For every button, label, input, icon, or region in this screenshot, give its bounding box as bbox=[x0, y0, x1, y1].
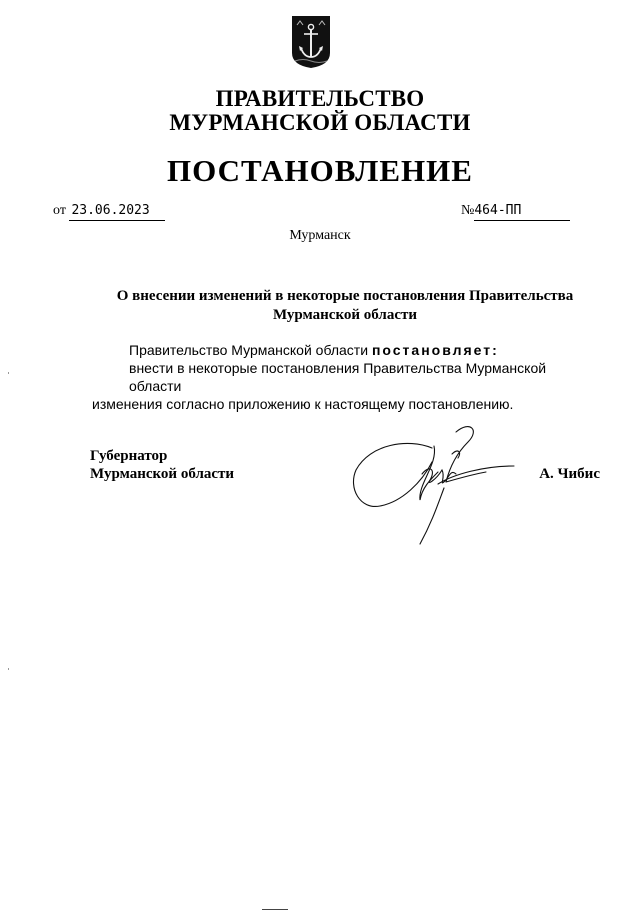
body-line1 bbox=[92, 341, 602, 359]
document-date-row bbox=[53, 202, 165, 221]
document-subject bbox=[90, 287, 600, 325]
body-line3: изменения согласно приложению к настоящему постановлению. bbox=[92, 396, 514, 412]
scan-artifact bbox=[8, 668, 9, 670]
signer-title bbox=[90, 447, 234, 483]
document-date: 23.06.2023 bbox=[69, 202, 165, 221]
signer-title-line2: Мурманской области bbox=[90, 466, 235, 482]
scan-artifact bbox=[8, 372, 9, 374]
footer-mark bbox=[262, 909, 288, 910]
government-title-line1: ПРАВИТЕЛЬСТВО bbox=[215, 86, 425, 111]
coat-of-arms-icon bbox=[291, 15, 331, 69]
document-body bbox=[92, 341, 602, 413]
signer-title-line1: Губернатор bbox=[90, 448, 168, 464]
date-prefix: от bbox=[53, 203, 66, 218]
city-name: Мурманск bbox=[289, 228, 351, 243]
body-line2: внести в некоторые постановления Правительства Мурманской области bbox=[129, 360, 547, 394]
document-number: 464-ПП bbox=[474, 202, 570, 221]
document-type-title: ПОСТАНОВЛЕНИЕ bbox=[167, 153, 473, 188]
government-title-line2: МУРМАНСКОЙ ОБЛАСТИ bbox=[169, 110, 471, 135]
body-intro: Правительство Мурманской области bbox=[129, 342, 369, 358]
signer-name: А. Чибис bbox=[539, 466, 600, 482]
handwritten-signature-icon bbox=[346, 418, 522, 546]
subject-line1: О внесении изменений в некоторые постановления Правительства bbox=[116, 288, 574, 304]
body-action: постановляет: bbox=[371, 342, 499, 358]
number-prefix: № bbox=[461, 203, 475, 218]
document-number-row bbox=[461, 202, 570, 221]
subject-line2: Мурманской области bbox=[272, 307, 418, 323]
